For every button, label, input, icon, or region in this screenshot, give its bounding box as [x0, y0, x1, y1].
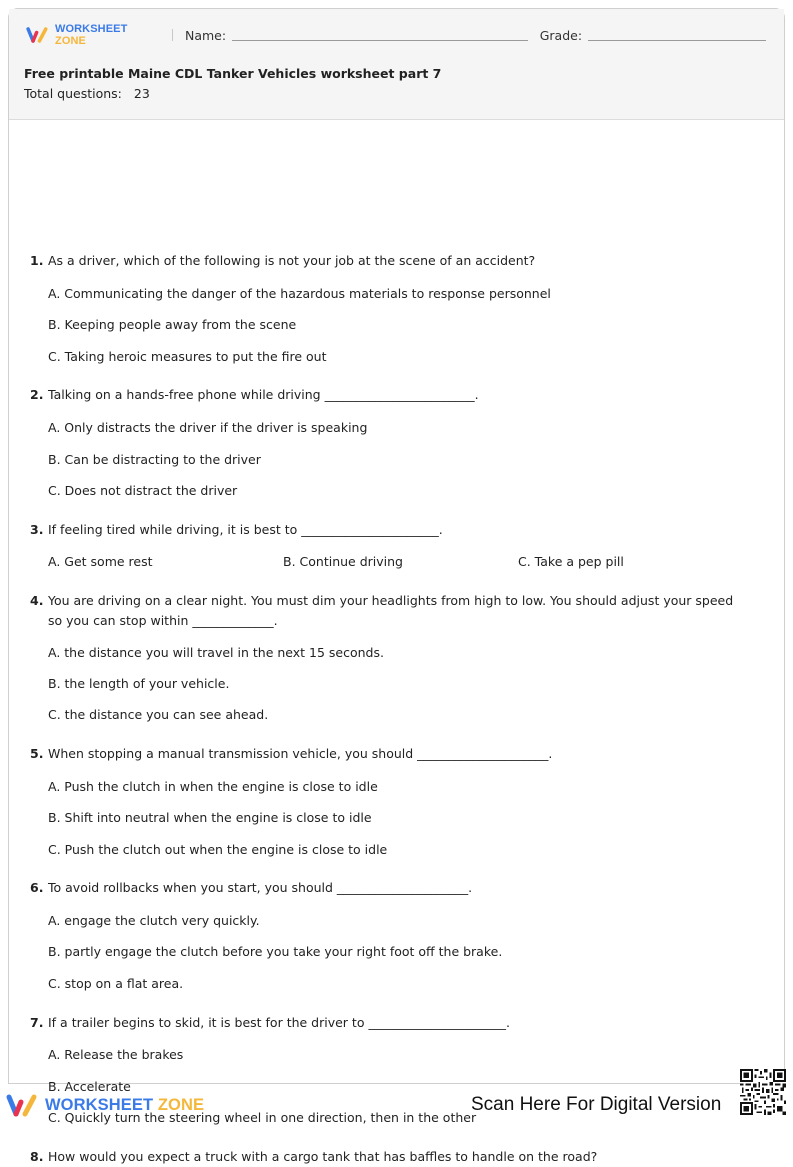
question-number: 4.	[30, 593, 44, 608]
worksheet-header	[9, 9, 784, 120]
footer-brand-logo	[6, 1093, 204, 1118]
name-field-line[interactable]	[232, 40, 528, 41]
option-b: B. Can be distracting to the driver	[48, 452, 261, 467]
brand-word-worksheet: WORKSHEET	[55, 23, 128, 35]
option-a: A. Only distracts the driver if the driver is speaking	[48, 420, 368, 435]
option-a: A. Release the brakes	[48, 1047, 184, 1062]
question-text: As a driver, which of the following is not your job at the scene of an accident?	[48, 253, 536, 268]
header-top-row	[26, 23, 766, 47]
option-a: A. Get some rest	[48, 554, 153, 569]
option-c: C. Push the clutch out when the engine is close to idle	[48, 842, 388, 857]
question-number: 3.	[30, 522, 44, 537]
question-text: When stopping a manual transmission vehicle, you should _____________________.	[48, 746, 553, 761]
question-number: 2.	[30, 387, 44, 402]
option-b: B. partly engage the clutch before you take your right foot off the brake.	[48, 944, 503, 959]
total-questions-label: Total questions:	[24, 86, 122, 101]
total-questions-value: 23	[133, 86, 150, 101]
option-c: C. Taking heroic measures to put the fire out	[48, 349, 327, 364]
grade-field-line[interactable]	[588, 40, 766, 41]
question-number: 8.	[30, 1149, 44, 1164]
option-c: C. Quickly turn the steering wheel in one direction, then in the other	[48, 1110, 477, 1125]
question-text: To avoid rollbacks when you start, you should _____________________.	[48, 880, 473, 895]
question-stem	[30, 385, 750, 405]
scan-instruction: Scan Here For Digital Version	[471, 1094, 722, 1115]
question-number: 5.	[30, 746, 44, 761]
worksheet-title: Free printable Maine CDL Tanker Vehicles worksheet part 7	[24, 66, 442, 81]
grade-label: Grade:	[539, 27, 583, 43]
brand-logo	[26, 23, 160, 47]
question-stem	[30, 878, 750, 898]
question-stem	[30, 520, 750, 540]
option-a: A. Communicating the danger of the hazardous materials to response personnel	[48, 286, 551, 301]
option-b: B. Shift into neutral when the engine is close to idle	[48, 810, 372, 825]
question-stem	[30, 744, 750, 764]
question-text: How would you expect a truck with a cargo tank that has baffles to handle on the road?	[48, 1149, 598, 1164]
option-b: B. Continue driving	[283, 554, 403, 569]
divider	[172, 29, 173, 41]
option-c: C. Does not distract the driver	[48, 483, 238, 498]
question-text: Talking on a hands-free phone while driving ________________________.	[48, 387, 479, 402]
brand-word-worksheet: WORKSHEET	[45, 1096, 154, 1114]
logo-mark-icon	[6, 1093, 40, 1118]
question-stem	[30, 251, 750, 271]
option-b: B. Keeping people away from the scene	[48, 317, 297, 332]
question-text: If a trailer begins to skid, it is best for the driver to ______________________.	[48, 1015, 510, 1030]
brand-wordmark	[55, 23, 160, 47]
qr-code-icon[interactable]	[740, 1069, 786, 1115]
question-text: You are driving on a clear night. You must dim your headlights from high to low. You should adjust your speed so you can stop within _____________.	[48, 593, 734, 628]
option-a: A. engage the clutch very quickly.	[48, 913, 260, 928]
brand-word-zone: ZONE	[157, 1096, 205, 1114]
footer-brand-wordmark	[45, 1096, 204, 1115]
question-stem	[30, 591, 750, 631]
name-label: Name:	[184, 27, 227, 43]
option-b: B. the length of your vehicle.	[48, 676, 230, 691]
brand-word-zone: ZONE	[55, 35, 86, 47]
total-questions	[24, 86, 150, 101]
option-a: A. the distance you will travel in the next 15 seconds.	[48, 645, 384, 660]
question-number: 6.	[30, 880, 44, 895]
option-b: B. Accelerate	[48, 1079, 131, 1094]
question-text: If feeling tired while driving, it is best to ______________________.	[48, 522, 443, 537]
question-number: 1.	[30, 253, 44, 268]
option-c: C. the distance you can see ahead.	[48, 707, 269, 722]
question-number: 7.	[30, 1015, 44, 1030]
option-a: A. Push the clutch in when the engine is close to idle	[48, 779, 378, 794]
logo-mark-icon	[26, 26, 50, 44]
option-c: C. stop on a flat area.	[48, 976, 184, 991]
question-stem	[30, 1013, 750, 1033]
question-stem	[30, 1147, 750, 1167]
option-c: C. Take a pep pill	[518, 554, 624, 569]
